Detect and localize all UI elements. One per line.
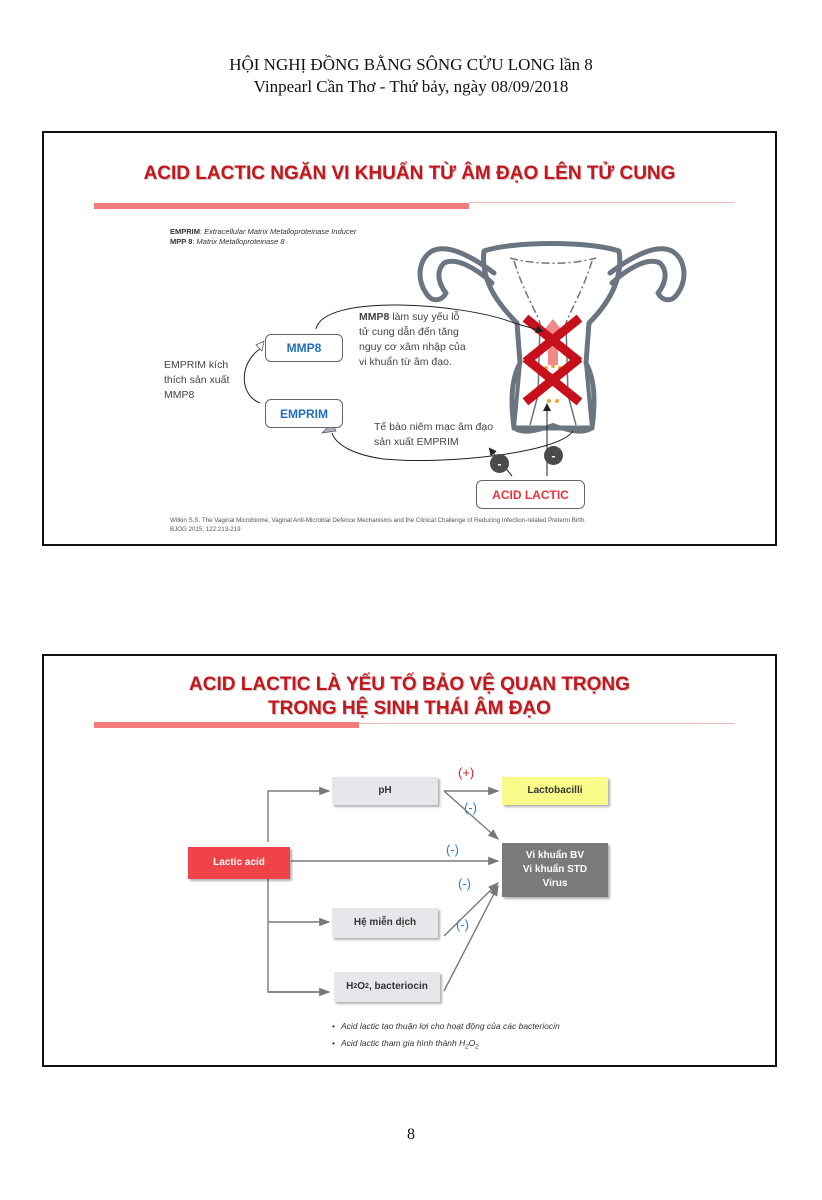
note-line: tử cung dẫn đến tăng [359, 326, 459, 338]
def-sep: : [192, 237, 197, 246]
title-line: ACID LACTIC LÀ YẾU TỐ BẢO VỆ QUAN TRỌNG [189, 674, 630, 695]
formula-part: H [346, 981, 354, 992]
emprim-production-note [374, 420, 493, 450]
note-line: làm suy yếu lỗ [389, 311, 460, 323]
note-line: MMP8 [164, 389, 195, 401]
pathogen-node [502, 843, 608, 897]
emprim-stimulates-note [164, 358, 229, 403]
emprim-box: EMPRIM [265, 399, 343, 428]
positive-sign: (+) [458, 765, 475, 780]
immune-system-node: Hệ miễn dịch [332, 908, 438, 938]
citation-line: BJOG 2015; 122:213-219 [170, 526, 241, 533]
citation [170, 516, 586, 534]
trunk-down [268, 877, 329, 992]
note-line: nguy cơ xâm nhập của [359, 341, 466, 353]
bullet-item [332, 1035, 560, 1057]
note-bold: MMP8 [359, 311, 390, 323]
bullet-sub: 2 [475, 1044, 479, 1051]
lactic-acid-node: Lactic acid [188, 847, 290, 879]
mmp8-effect-note [359, 310, 466, 370]
note-line: thích sản xuất [164, 374, 230, 386]
negative-sign: (-) [458, 876, 471, 891]
pathogen-line: Vi khuẩn STD [522, 864, 588, 875]
arrow-immune-to-target [444, 883, 498, 936]
acid-lactic-box: ACID LACTIC [476, 480, 585, 509]
def-term: MPP 8 [170, 237, 193, 246]
def-sep: : [200, 227, 205, 236]
pathogen-line: Virus [542, 878, 568, 889]
uterus-inner-lines [510, 258, 596, 323]
negative-sign: (-) [464, 800, 477, 815]
h2o2-bacteriocin-node [334, 972, 440, 1002]
conference-venue-date: Vinpearl Cần Thơ - Thứ bảy, ngày 08/09/2018 [253, 77, 569, 96]
inhibit-minus-icon: - [544, 446, 563, 465]
lactobacilli-node: Lactobacilli [502, 777, 608, 805]
ph-node: pH [332, 777, 438, 805]
bullet-text: O [468, 1038, 476, 1048]
formula-sub: 2 [365, 983, 369, 990]
slide-1 [42, 131, 777, 546]
emprim-to-mmp8-arrow [244, 349, 260, 403]
bullet-glyph: • [332, 1021, 335, 1031]
note-line: EMPRIM kích [164, 359, 229, 371]
formula-sub: 2 [353, 983, 358, 990]
formula-rest: , bacteriocin [368, 981, 428, 992]
conference-title: HỘI NGHỊ ĐỒNG BẰNG SÔNG CỬU LONG lần 8 [229, 55, 593, 74]
bullet-list [332, 1018, 560, 1057]
def-desc: Extracellular Matrix Metalloproteinase Inducer [204, 227, 357, 236]
note-line: sản xuất EMPRIM [374, 436, 459, 448]
mmp8-box: MMP8 [265, 334, 343, 362]
citation-line: Witkin S.S. The Vaginal Microbiome, Vaginal Anti-Microbial Defence Mechanisms and the Clinical Challenge of Reducing Infection-related Preterm Birth. [170, 517, 587, 524]
bullet-text: Acid lactic tạo thuận lợi cho hoạt động của các bacteriocin [340, 1021, 560, 1031]
bullet-text: Acid lactic tham gia hình thành H [340, 1038, 466, 1048]
page-number: 8 [407, 1126, 415, 1143]
def-desc: Matrix Metalloproteinase 8 [196, 237, 285, 246]
slide-1-title: ACID LACTIC NGĂN VI KHUẨN TỪ ÂM ĐẠO LÊN TỬ CUNG [143, 163, 676, 184]
bullet-glyph: • [332, 1038, 335, 1048]
pathogen-line: Vi khuẩn BV [525, 850, 585, 861]
arrow-h2o2-to-target [444, 886, 498, 991]
note-line: vi khuẩn từ âm đạo. [359, 356, 452, 368]
inhibit-minus-icon: - [490, 454, 509, 473]
bullet-sub: 2 [465, 1044, 469, 1051]
arrow-ph-to-target [444, 791, 498, 839]
negative-sign: (-) [456, 917, 469, 932]
def-term: EMPRIM [170, 227, 200, 236]
negative-sign: (-) [446, 842, 459, 857]
arrow-to-ph [268, 791, 329, 842]
formula-part: O [357, 981, 366, 992]
flow-connectors [44, 656, 775, 1065]
note-line: Tế bào niêm mạc âm đạo [374, 421, 494, 433]
bullet-item [332, 1018, 560, 1035]
title-line: TRONG HỆ SINH THÁI ÂM ĐẠO [268, 698, 551, 719]
slide-2 [42, 654, 777, 1067]
